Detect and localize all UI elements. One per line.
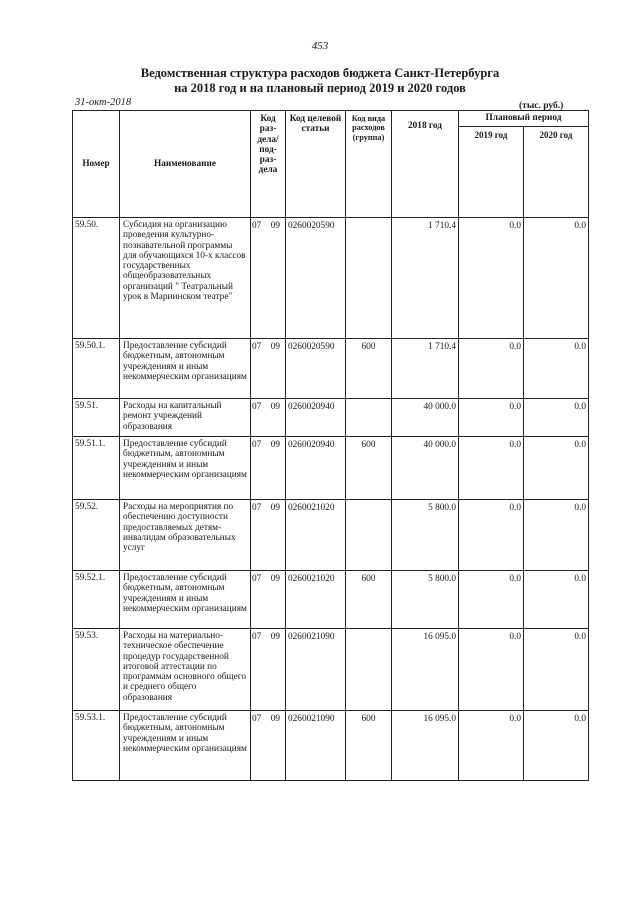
table-row xyxy=(73,711,589,781)
row-section-code xyxy=(251,571,286,629)
row-amount-2018: 40 000.0 xyxy=(392,437,459,500)
row-target-code: 0260020590 xyxy=(286,339,346,399)
header-target-code: Код целевой статьи xyxy=(286,111,346,218)
table-body xyxy=(73,218,589,781)
row-target-code: 0260021090 xyxy=(286,629,346,711)
section-code: 07 xyxy=(252,440,262,450)
subsection-code: 09 xyxy=(270,503,280,513)
row-amount-2018: 5 800.0 xyxy=(392,500,459,571)
row-target-code: 0260020940 xyxy=(286,437,346,500)
section-code: 07 xyxy=(252,632,262,642)
subsection-code: 09 xyxy=(270,402,280,412)
row-section-code xyxy=(251,399,286,437)
subsection-code: 09 xyxy=(270,632,280,642)
row-target-code: 0260020940 xyxy=(286,399,346,437)
table-row xyxy=(73,218,589,339)
table-row xyxy=(73,629,589,711)
row-amount-2019: 0.0 xyxy=(459,629,524,711)
row-number: 59.50. xyxy=(73,218,120,339)
row-amount-2020: 0.0 xyxy=(524,339,589,399)
subsection-code: 09 xyxy=(270,440,280,450)
row-number: 59.51.1. xyxy=(73,437,120,500)
units-label: (тыс. руб.) xyxy=(519,101,564,111)
row-target-code: 0260021020 xyxy=(286,571,346,629)
title-line-2: на 2018 год и на плановый период 2019 и 2020 годов xyxy=(174,81,466,95)
row-expense-type xyxy=(346,500,392,571)
row-section-code xyxy=(251,437,286,500)
row-expense-type: 600 xyxy=(346,437,392,500)
budget-table xyxy=(72,110,589,781)
row-amount-2020: 0.0 xyxy=(524,711,589,781)
row-number: 59.51. xyxy=(73,399,120,437)
subsection-code: 09 xyxy=(270,221,280,231)
row-amount-2018: 40 000.0 xyxy=(392,399,459,437)
row-number: 59.52. xyxy=(73,500,120,571)
row-number: 59.53. xyxy=(73,629,120,711)
table-row xyxy=(73,339,589,399)
row-name: Предоставление субсидий бюджетным, автономным учреждениям и иным некоммерческим организациям xyxy=(120,437,251,500)
row-expense-type: 600 xyxy=(346,339,392,399)
row-name: Расходы на мероприятия по обеспечению доступности предоставляемых детям-инвалидам образовательных услуг xyxy=(120,500,251,571)
row-amount-2018: 16 095.0 xyxy=(392,629,459,711)
section-code: 07 xyxy=(252,342,262,352)
row-name: Предоставление субсидий бюджетным, автономным учреждениям и иным некоммерческим организациям xyxy=(120,571,251,629)
row-number: 59.50.1. xyxy=(73,339,120,399)
row-amount-2020: 0.0 xyxy=(524,218,589,339)
subsection-code: 09 xyxy=(270,714,280,724)
row-amount-2020: 0.0 xyxy=(524,629,589,711)
row-amount-2020: 0.0 xyxy=(524,399,589,437)
row-amount-2019: 0.0 xyxy=(459,218,524,339)
row-expense-type xyxy=(346,218,392,339)
row-section-code xyxy=(251,339,286,399)
table-row xyxy=(73,399,589,437)
row-amount-2020: 0.0 xyxy=(524,500,589,571)
table-row xyxy=(73,437,589,500)
row-name: Субсидия на организацию проведения культурно-познавательной программы для обучающихся 10-х классов государственных общеобразовательных организаций " Театральный урок в Мариинском театре" xyxy=(120,218,251,339)
row-amount-2020: 0.0 xyxy=(524,437,589,500)
row-expense-type: 600 xyxy=(346,711,392,781)
row-section-code xyxy=(251,218,286,339)
row-amount-2019: 0.0 xyxy=(459,399,524,437)
row-name: Расходы на капитальный ремонт учреждений образования xyxy=(120,399,251,437)
row-target-code: 0260021020 xyxy=(286,500,346,571)
header-number: Номер xyxy=(73,111,120,218)
row-amount-2018: 1 710.4 xyxy=(392,218,459,339)
row-target-code: 0260021090 xyxy=(286,711,346,781)
header-section-code: Код раз- дела/ под- раз- дела xyxy=(251,111,286,218)
row-number: 59.53.1. xyxy=(73,711,120,781)
header-expense-type: Код вида расходов (группа) xyxy=(346,111,392,218)
row-amount-2020: 0.0 xyxy=(524,571,589,629)
table-row xyxy=(73,500,589,571)
row-amount-2018: 1 710.4 xyxy=(392,339,459,399)
row-number: 59.52.1. xyxy=(73,571,120,629)
table-row xyxy=(73,571,589,629)
row-target-code: 0260020590 xyxy=(286,218,346,339)
row-expense-type xyxy=(346,629,392,711)
page-number: 453 xyxy=(311,40,329,52)
row-name: Предоставление субсидий бюджетным, автономным учреждениям и иным некоммерческим организациям xyxy=(120,711,251,781)
header-2019: 2019 год xyxy=(459,127,524,218)
row-name: Расходы на материально-техническое обеспечение процедур государственной итоговой аттестации по программам основного общего и среднего общего образования xyxy=(120,629,251,711)
section-code: 07 xyxy=(252,574,262,584)
document-date: 31-окт-2018 xyxy=(75,97,132,108)
section-code: 07 xyxy=(252,503,262,513)
row-section-code xyxy=(251,500,286,571)
row-amount-2019: 0.0 xyxy=(459,571,524,629)
row-amount-2019: 0.0 xyxy=(459,339,524,399)
row-expense-type: 600 xyxy=(346,571,392,629)
row-amount-2019: 0.0 xyxy=(459,711,524,781)
header-planned-period: Плановый период xyxy=(459,111,589,127)
row-amount-2018: 5 800.0 xyxy=(392,571,459,629)
title-line-1: Ведомственная структура расходов бюджета Санкт-Петербурга xyxy=(140,66,500,80)
section-code: 07 xyxy=(252,402,262,412)
header-2018: 2018 год xyxy=(392,111,459,218)
row-amount-2018: 16 095.0 xyxy=(392,711,459,781)
subsection-code: 09 xyxy=(270,342,280,352)
row-section-code xyxy=(251,711,286,781)
document-title xyxy=(0,66,640,96)
section-code: 07 xyxy=(252,221,262,231)
row-amount-2019: 0.0 xyxy=(459,437,524,500)
section-code: 07 xyxy=(252,714,262,724)
header-name: Наименование xyxy=(120,111,251,218)
row-section-code xyxy=(251,629,286,711)
row-expense-type xyxy=(346,399,392,437)
header-2020: 2020 год xyxy=(524,127,589,218)
row-name: Предоставление субсидий бюджетным, автономным учреждениям и иным некоммерческим организациям xyxy=(120,339,251,399)
row-amount-2019: 0.0 xyxy=(459,500,524,571)
subsection-code: 09 xyxy=(270,574,280,584)
